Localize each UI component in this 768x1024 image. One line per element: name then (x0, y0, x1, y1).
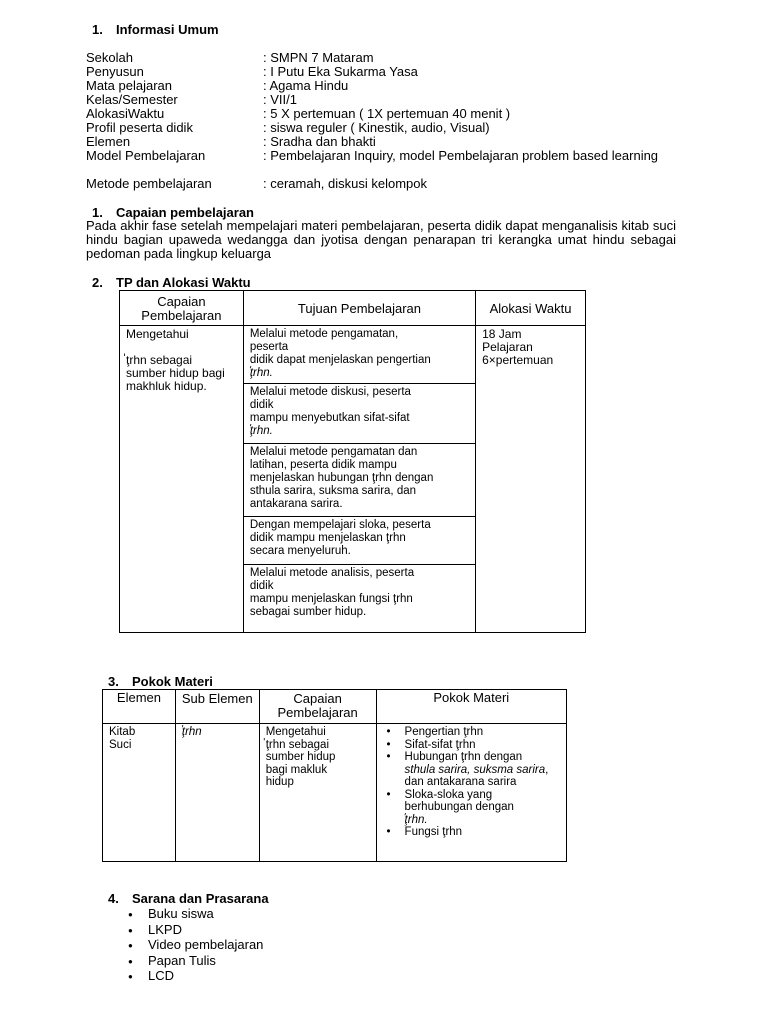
section-title: Capaian pembelajaran (116, 205, 254, 220)
tujuan-cell: Melalui metode pengamatan dan latihan, peserta didik mampu menjelaskan hubungan ţrhn dengan sthula sarira, suksma sarira, dan antakarana sarira. (243, 444, 475, 517)
header-pokok: Pokok Materi (376, 690, 566, 724)
section-number: 1. (92, 205, 103, 220)
info-value: : VII/1 (263, 92, 297, 107)
info-value: : Pembelajaran Inquiry, model Pembelajaran problem based learning (263, 148, 659, 163)
section-number: 3. (108, 674, 119, 689)
tujuan-cell: Melalui metode analisis, peserta didik mampu menjelaskan fungsi ţrhn sebagai sumber hidup. (243, 565, 475, 633)
header-tujuan: Tujuan Pembelajaran (243, 291, 475, 326)
list-item: ● Video pembelajaran (108, 937, 408, 953)
list-item: • Hubungan ţrhn dengan sthula sarira, suksma sarira, dan antakarana sarira (405, 751, 560, 789)
section-title: Informasi Umum (116, 22, 219, 37)
header-alokasi: Alokasi Waktu (476, 291, 586, 326)
sarana-list (108, 906, 408, 984)
info-value: : Agama Hindu (263, 78, 349, 93)
sarana-list-wrap (108, 906, 408, 984)
info-label: AlokasiWaktu (86, 106, 165, 121)
pokok-cell (376, 724, 566, 862)
capaian-paragraph: Pada akhir fase setelah mempelajari materi pembelajaran, peserta didik dapat menganalisis kitab suci hindu bagian upaweda wedangga dan jyotisa dengan penarapan tri kerangka umat hindu sebagai pedoman pada lingkup keluarga (86, 218, 676, 261)
header-capaian: Capaian Pembelajaran (120, 291, 244, 326)
info-label: Penyusun (86, 64, 144, 79)
info-value: : Sradha dan bhakti (263, 134, 376, 149)
elemen-cell: Kitab Suci (103, 724, 176, 862)
tujuan-cell: Dengan mempelajari sloka, peserta didik mampu menjelaskan ţrhn secara menyeluruh. (243, 517, 475, 565)
info-value: : 5 X pertemuan ( 1X pertemuan 40 menit ) (263, 106, 511, 121)
alokasi-cell: 18 Jam Pelajaran 6×pertemuan (476, 326, 586, 633)
list-item: • Sifat-sifat ţrhn (405, 739, 560, 752)
section-3-heading (108, 674, 213, 689)
list-item: • Pengertian ţrhn (405, 726, 560, 739)
info-value: : ceramah, diskusi kelompok (263, 176, 428, 191)
pokok-materi-table (102, 689, 567, 862)
cp-cell: Mengetahui ॑ţrhn sebagai sumber hidup bagi makhluk hidup. (120, 326, 244, 633)
section-title: Sarana dan Prasarana (132, 891, 269, 906)
list-item: ● Papan Tulis (108, 953, 408, 969)
info-label: Metode pembelajaran (86, 176, 212, 191)
info-label: Mata pelajaran (86, 78, 172, 93)
header-capaian: Capaian Pembelajaran (259, 690, 376, 724)
info-label: Sekolah (86, 50, 133, 65)
info-label: Elemen (86, 134, 131, 149)
list-item: ● Buku siswa (108, 906, 408, 922)
info-value: : I Putu Eka Sukarma Yasa (263, 64, 418, 79)
section-title: Pokok Materi (132, 674, 213, 689)
tujuan-cell: Melalui metode pengamatan, peserta didik dapat menjelaskan pengertian ॑ţrhn. (243, 326, 475, 384)
sub-elemen-cell: ॑ţrhn (175, 724, 259, 862)
header-elemen: Elemen (103, 690, 176, 724)
list-item: ● LCD (108, 968, 408, 984)
section-4-heading (108, 891, 269, 906)
info-label: Model Pembelajaran (86, 148, 206, 163)
header-sub-elemen: Sub Elemen (175, 690, 259, 724)
tujuan-cell: Melalui metode diskusi, peserta didik mampu menyebutkan sifat-sifat ॑ţrhn. (243, 384, 475, 444)
section-number: 2. (92, 275, 103, 290)
list-item: • Fungsi ţrhn (405, 826, 560, 839)
list-item: • Sloka-sloka yang berhubungan dengan ॑ţrhn. (405, 789, 560, 827)
section-title: TP dan Alokasi Waktu (116, 275, 251, 290)
section-number: 1. (92, 22, 103, 37)
info-label: Profil peserta didik (86, 120, 193, 135)
section-1-heading (92, 22, 219, 37)
section-number: 4. (108, 891, 119, 906)
tp-alokasi-table (119, 290, 586, 633)
pokok-list (383, 726, 560, 839)
info-value: : SMPN 7 Mataram (263, 50, 374, 65)
info-label: Kelas/Semester (86, 92, 178, 107)
info-value: : siswa reguler ( Kinestik, audio, Visual) (263, 120, 490, 135)
cp-cell: Mengetahui ॑ţrhn sebagai sumber hidup bagi makluk hidup (259, 724, 376, 862)
list-item: ● LKPD (108, 922, 408, 938)
section-2-heading (92, 275, 251, 290)
